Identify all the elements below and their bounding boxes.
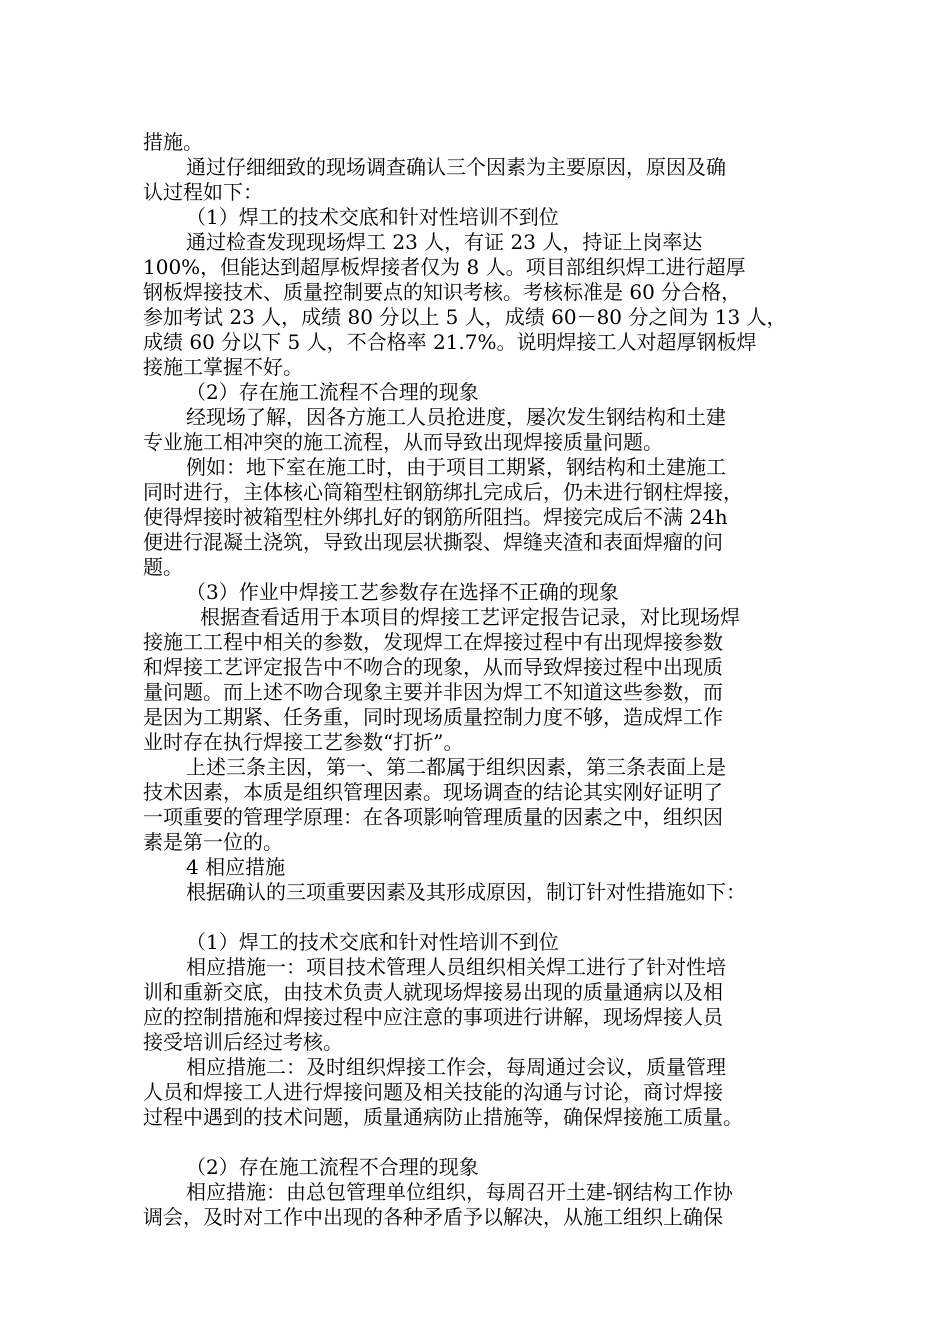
text-line: 训和重新交底，由技术负责人就现场焊接易出现的质量通病以及相: [143, 980, 723, 1004]
text-line: 便进行混凝土浇筑，导致出现层状撕裂、焊缝夹渣和表面焊瘤的问: [143, 530, 723, 554]
text-line: 接施工掌握不好。: [143, 355, 303, 379]
text-line: 认过程如下：: [143, 180, 263, 204]
text-line: 过程中遇到的技术问题，质量通病防止措施等，确保焊接施工质量。: [143, 1105, 743, 1129]
text-line: 通过仔细细致的现场调查确认三个因素为主要原因，原因及确: [186, 155, 726, 179]
text-line: 接施工工程中相关的参数，发现焊工在焊接过程中有出现焊接参数: [143, 630, 723, 654]
text-line: （2）存在施工流程不合理的现象: [186, 380, 479, 404]
text-line: 人员和焊接工人进行焊接问题及相关技能的沟通与讨论，商讨焊接: [143, 1080, 723, 1104]
text-line: （2）存在施工流程不合理的现象: [186, 1155, 479, 1179]
text-line: 技术因素，本质是组织管理因素。现场调查的结论其实刚好证明了: [143, 780, 723, 804]
text-line: 相应措施二：及时组织焊接工作会，每周通过会议，质量管理: [186, 1055, 726, 1079]
text-line: 成绩 60 分以下 5 人，不合格率 21.7%。说明焊接工人对超厚钢板焊: [143, 330, 757, 354]
text-line: （1）焊工的技术交底和针对性培训不到位: [186, 205, 559, 229]
text-line: 量问题。而上述不吻合现象主要并非因为焊工不知道这些参数，而: [143, 680, 723, 704]
text-line: 措施。: [143, 130, 203, 154]
text-line: 专业施工相冲突的施工流程，从而导致出现焊接质量问题。: [143, 430, 663, 454]
text-line: （3）作业中焊接工艺参数存在选择不正确的现象: [186, 580, 619, 604]
text-line: 和焊接工艺评定报告中不吻合的现象，从而导致焊接过程中出现质: [143, 655, 723, 679]
text-line: 参加考试 23 人，成绩 80 分以上 5 人，成绩 60－80 分之间为 13 人，: [143, 305, 787, 329]
text-line: 相应措施一：项目技术管理人员组织相关焊工进行了针对性培: [186, 955, 726, 979]
text-line: 根据查看适用于本项目的焊接工艺评定报告记录，对比现场焊: [200, 605, 740, 629]
text-line: 经现场了解，因各方施工人员抢进度，屡次发生钢结构和土建: [186, 405, 726, 429]
text-line: 100%，但能达到超厚板焊接者仅为 8 人。项目部组织焊工进行超厚: [143, 255, 746, 279]
text-line: 一项重要的管理学原理：在各项影响管理质量的因素之中，组织因: [143, 805, 723, 829]
text-line: 上述三条主因，第一、第二都属于组织因素，第三条表面上是: [186, 755, 726, 779]
text-line: 业时存在执行焊接工艺参数“打折”。: [143, 730, 464, 754]
section-heading: 4 相应措施: [186, 855, 286, 879]
text-line: 使得焊接时被箱型柱外绑扎好的钢筋所阻挡。焊接完成后不满 24h: [143, 505, 728, 529]
text-line: 同时进行，主体核心筒箱型柱钢筋绑扎完成后，仍未进行钢柱焊接，: [143, 480, 743, 504]
text-line: （1）焊工的技术交底和针对性培训不到位: [186, 930, 559, 954]
text-line: 是因为工期紧、任务重，同时现场质量控制力度不够，造成焊工作: [143, 705, 723, 729]
text-line: 素是第一位的。: [143, 830, 283, 854]
text-line: 钢板焊接技术、质量控制要点的知识考核。考核标准是 60 分合格，: [143, 280, 742, 304]
text-line: 相应措施：由总包管理单位组织，每周召开土建-钢结构工作协: [186, 1180, 733, 1204]
text-line: 接受培训后经过考核。: [143, 1030, 343, 1054]
text-line: 例如：地下室在施工时，由于项目工期紧，钢结构和土建施工: [186, 455, 726, 479]
text-line: 题。: [143, 555, 183, 579]
text-line: 应的控制措施和焊接过程中应注意的事项进行讲解，现场焊接人员: [143, 1005, 723, 1029]
text-line: 通过检查发现现场焊工 23 人，有证 23 人，持证上岗率达: [186, 230, 703, 254]
text-line: 调会，及时对工作中出现的各种矛盾予以解决，从施工组织上确保: [143, 1205, 723, 1229]
text-line: 根据确认的三项重要因素及其形成原因，制订针对性措施如下：: [186, 880, 746, 904]
